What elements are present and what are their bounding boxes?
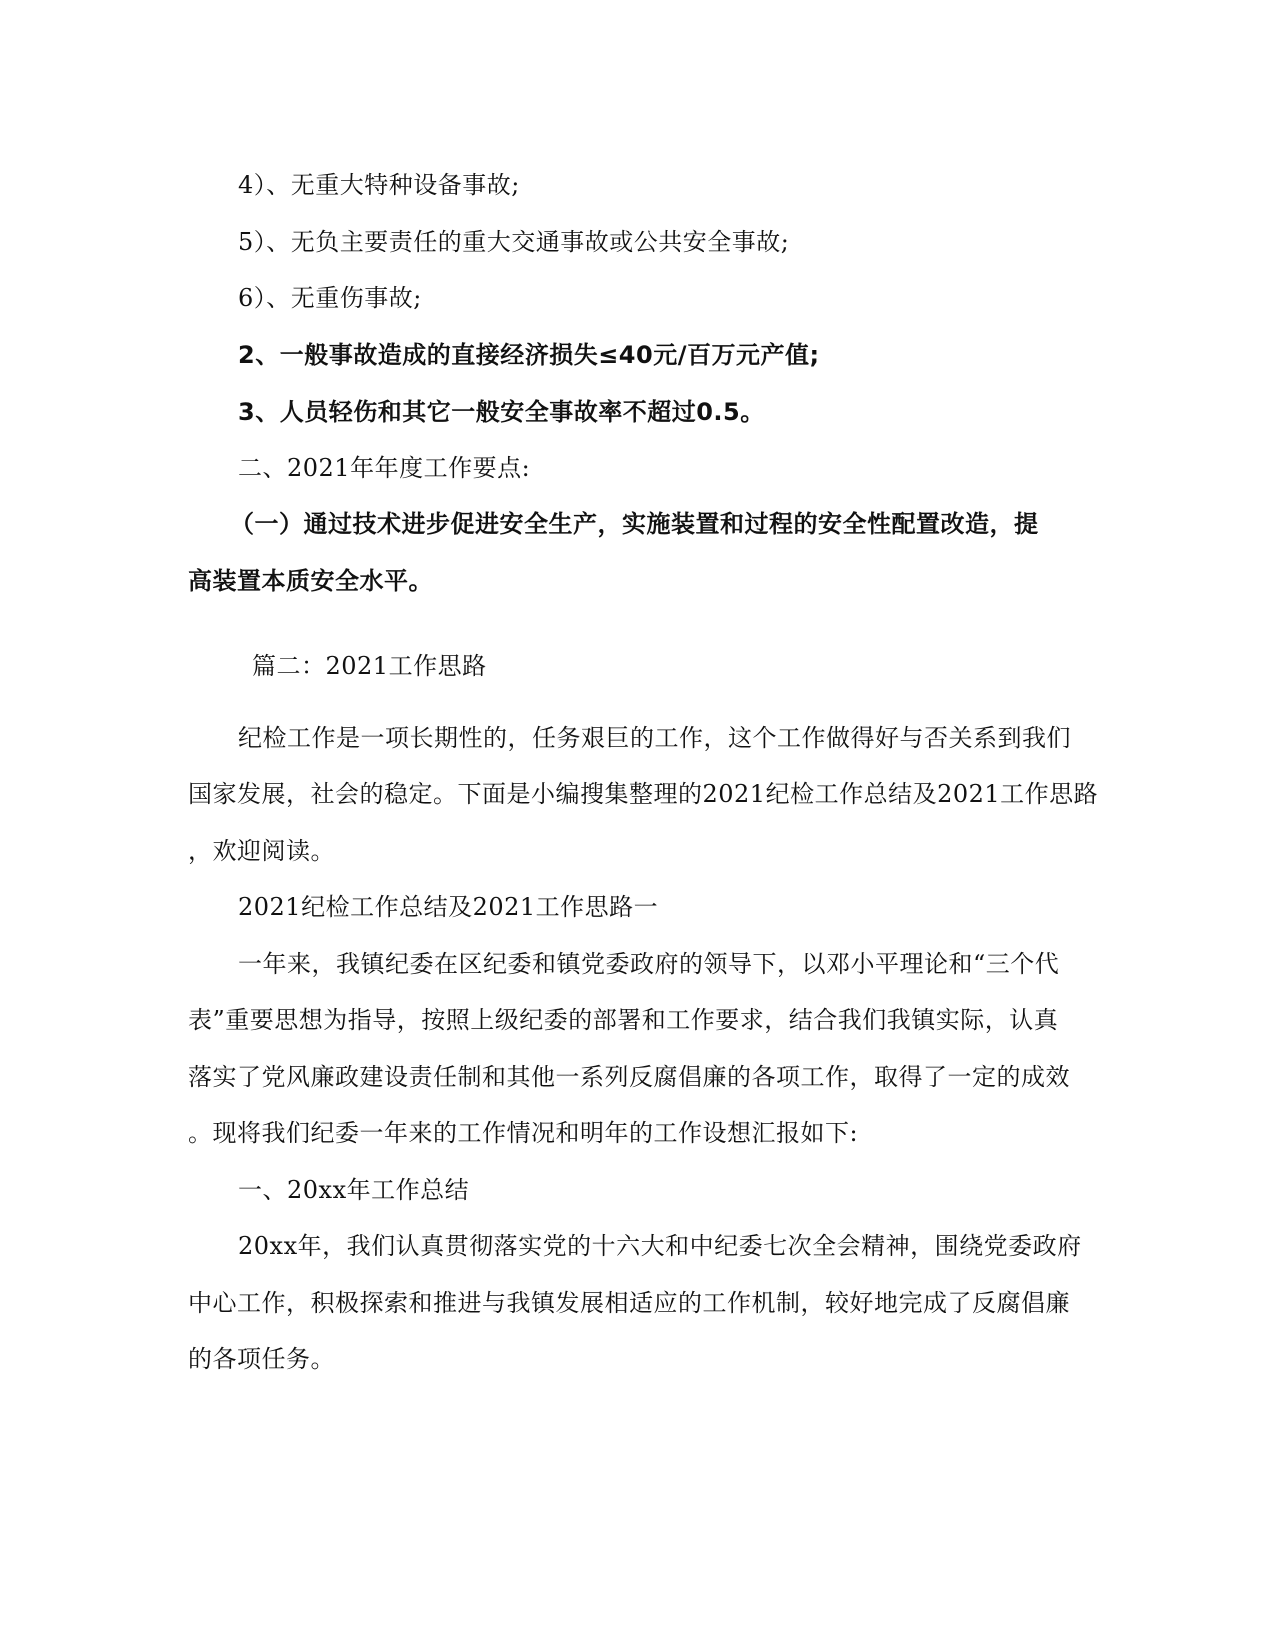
- list-item-6: 6）、无重伤事故;: [238, 284, 422, 312]
- bold-paragraph-line-1: （一）通过技术进步促进安全生产，实施装置和过程的安全性配置改造，提: [230, 510, 1039, 538]
- section-heading-summary: 一、20xx年工作总结: [238, 1176, 470, 1204]
- paragraph-line: 的各项任务。: [188, 1345, 335, 1373]
- paragraph-line: 表”重要思想为指导，按照上级纪委的部署和工作要求，结合我们我镇实际，认真: [188, 1006, 1059, 1034]
- list-item-4: 4）、无重大特种设备事故;: [238, 171, 520, 199]
- subtitle-line: 2021纪检工作总结及2021工作思路一: [238, 893, 659, 921]
- paragraph-line: 。现将我们纪委一年来的工作情况和明年的工作设想汇报如下:: [188, 1119, 859, 1147]
- paragraph-line: 20xx年，我们认真贯彻落实党的十六大和中纪委七次全会精神，围绕党委政府: [238, 1232, 1082, 1260]
- paragraph-line: ，欢迎阅读。: [188, 837, 335, 865]
- paragraph-line: 纪检工作是一项长期性的，任务艰巨的工作，这个工作做得好与否关系到我们: [238, 724, 1071, 752]
- list-item-5: 5）、无负主要责任的重大交通事故或公共安全事故;: [238, 228, 790, 256]
- section-heading-work-points: 二、2021年年度工作要点:: [238, 454, 531, 482]
- paragraph-line: 落实了党风廉政建设责任制和其他一系列反腐倡廉的各项工作，取得了一定的成效: [188, 1063, 1070, 1091]
- paragraph-line: 一年来，我镇纪委在区纪委和镇党委政府的领导下，以邓小平理论和“三个代: [238, 950, 1060, 978]
- bold-paragraph-line-2: 高装置本质安全水平。: [188, 567, 433, 595]
- paragraph-line: 中心工作，积极探索和推进与我镇发展相适应的工作机制，较好地完成了反腐倡廉: [188, 1289, 1070, 1317]
- chapter-title: 篇二：2021工作思路: [252, 652, 487, 680]
- target-item-3: 3、人员轻伤和其它一般安全事故率不超过0.5。: [238, 398, 765, 426]
- paragraph-line: 国家发展，社会的稳定。下面是小编搜集整理的2021纪检工作总结及2021工作思路: [188, 780, 1099, 808]
- target-item-2: 2、一般事故造成的直接经济损失≤40元/百万元产值;: [238, 341, 820, 369]
